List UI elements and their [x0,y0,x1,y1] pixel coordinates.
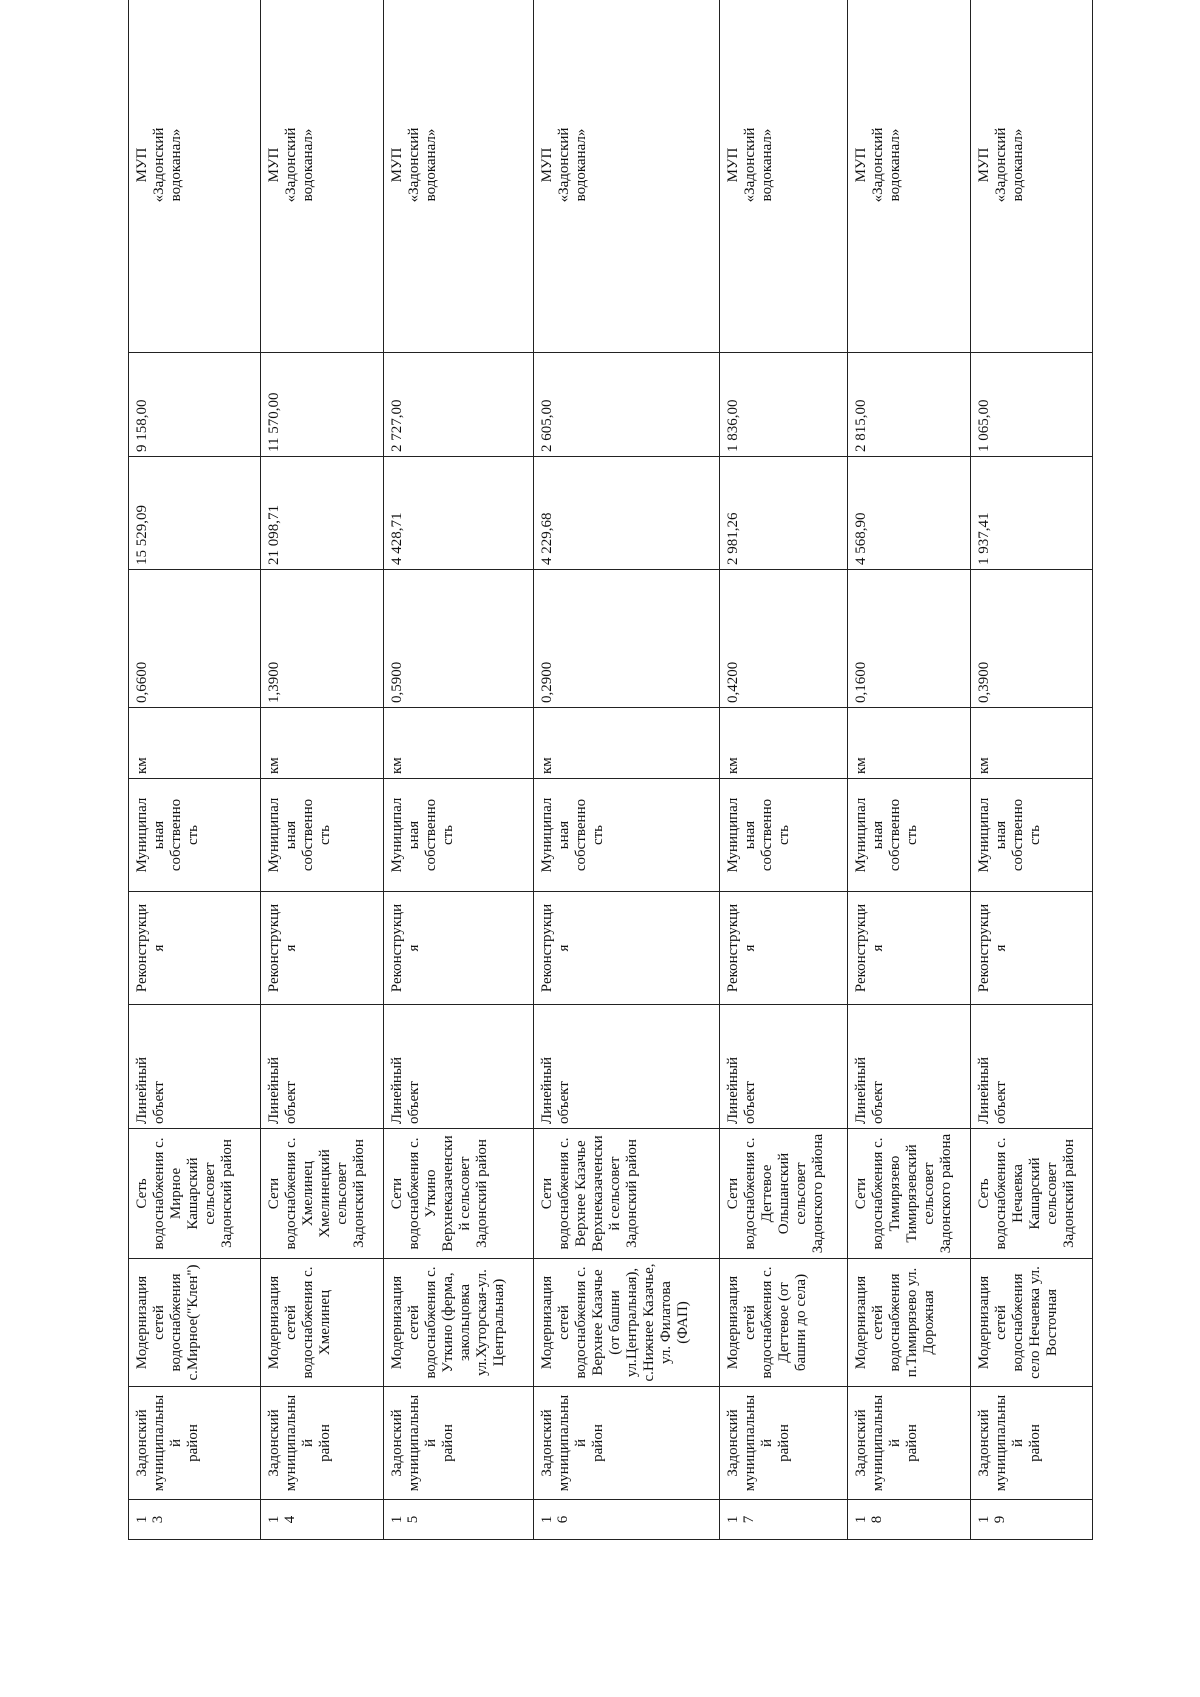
quantity-text: 0,4200 [724,661,741,703]
amount-cell [970,353,1092,457]
executor-cell [970,0,1092,353]
quantity-text: 0,1600 [853,661,870,703]
table-row [534,0,720,1540]
object-type-text: Линейный объект [134,1056,167,1124]
unit-text: км [539,757,556,774]
unit-cell [848,708,970,779]
work-type-text: Реконструкци я [724,903,758,993]
district-cell [970,1387,1092,1500]
quantity-cell [384,570,534,708]
row-number-cell [261,1500,384,1540]
executor-cell [261,0,384,353]
rotated-table-container [128,78,1093,1540]
work-type-cell [970,892,1092,1005]
cost-cell [384,457,534,570]
executor-cell [719,0,848,353]
measure-cell [534,1259,720,1387]
cost-text: 2 981,26 [724,512,741,565]
executor-text: МУП «Задонский водоканал» [134,127,184,203]
work-type-cell [719,892,848,1005]
district-cell [384,1387,534,1500]
cost-text: 1 937,41 [975,512,992,565]
executor-cell [384,0,534,353]
table-row [261,0,384,1540]
cost-text: 4 229,68 [539,512,556,565]
amount-text: 1 065,00 [975,399,992,452]
cost-text: 21 098,71 [266,505,283,565]
object-text: Сети водоснабжения с. Дегтевое Ольшанский сельсовет Задонского района [724,1133,826,1254]
cost-cell [129,457,261,570]
amount-text: 1 836,00 [724,399,741,452]
measure-text: Модернизация сетей водоснабжения п.Тимирязево ул. Дорожная [853,1267,938,1378]
cost-text: 4 568,90 [853,512,870,565]
work-type-cell [534,892,720,1005]
ownership-text: Муниципал ьная собственно сть [389,797,457,873]
table-row [129,0,261,1540]
ownership-text: Муниципал ьная собственно сть [134,797,201,873]
measure-cell [129,1259,261,1387]
table-row [719,0,848,1540]
district-text: Задонский муниципальный район [539,1394,607,1492]
cost-text: 4 428,71 [389,512,406,565]
ownership-cell [261,779,384,892]
object-type-text: Линейный объект [975,1056,1009,1124]
object-cell [848,1129,970,1259]
row-number-cell [970,1500,1092,1540]
quantity-cell [534,570,720,708]
object-cell [719,1129,848,1259]
amount-cell [534,353,720,457]
quantity-text: 1,3900 [266,661,283,703]
row-number-digit: 1 [266,1515,283,1524]
unit-cell [970,708,1092,779]
investment-program-table [128,0,1093,1540]
measure-text: Модернизация сетей водоснабжения село Нечаевка ул. Восточная [975,1266,1060,1379]
row-number-digit: 1 [724,1515,741,1524]
executor-text: МУП «Задонский водоканал» [975,127,1026,203]
district-text: Задонский муниципальный район [389,1394,457,1492]
ownership-text: Муниципал ьная собственно сть [539,797,607,873]
row-number-digit: 1 [134,1515,150,1524]
object-type-text: Линейный объект [724,1056,758,1124]
unit-cell [534,708,720,779]
table-row [970,0,1092,1540]
measure-cell [848,1259,970,1387]
unit-text: км [853,757,870,774]
row-number-digit: 9 [991,1515,1008,1524]
object-text: Сети водоснабжения с. Тимирязево Тимирязевский сельсовет Задонского района [853,1133,955,1254]
work-type-text: Реконструкци я [389,903,423,993]
executor-text: МУП «Задонский водоканал» [724,127,775,203]
measure-cell [719,1259,848,1387]
quantity-cell [719,570,848,708]
executor-text: МУП «Задонский водоканал» [853,127,904,203]
object-type-text: Линейный объект [539,1056,573,1124]
unit-cell [261,708,384,779]
executor-cell [848,0,970,353]
amount-text: 2 727,00 [389,399,406,452]
ownership-text: Муниципал ьная собственно сть [266,797,334,873]
ownership-text: Муниципал ьная собственно сть [724,797,792,873]
object-cell [261,1129,384,1259]
row-number-cell [534,1500,720,1540]
object-type-cell [970,1005,1092,1129]
amount-cell [129,353,261,457]
unit-cell [719,708,848,779]
district-text: Задонский муниципальный район [134,1394,201,1492]
object-type-cell [129,1005,261,1129]
object-cell [534,1129,720,1259]
executor-text: МУП «Задонский водоканал» [266,127,317,203]
table-row [384,0,534,1540]
quantity-cell [848,570,970,708]
amount-text: 11 570,00 [266,392,283,452]
table-row [848,0,970,1540]
district-cell [261,1387,384,1500]
row-number-cell [129,1500,261,1540]
amount-text: 9 158,00 [134,399,150,452]
object-type-cell [534,1005,720,1129]
district-cell [129,1387,261,1500]
row-number-cell [848,1500,970,1540]
district-cell [534,1387,720,1500]
cost-cell [261,457,384,570]
row-number-digit: 1 [539,1515,556,1524]
amount-cell [719,353,848,457]
quantity-text: 0,3900 [975,661,992,703]
object-text: Сети водоснабжения с. Хмелинец Хмелинецкий сельсовет Задонский район [266,1137,368,1250]
executor-text: МУП «Задонский водоканал» [389,127,440,203]
object-type-cell [719,1005,848,1129]
object-text: Сеть водоснабжения с. Мирное Кашарский сельсовет Задонский район [134,1137,235,1250]
amount-cell [384,353,534,457]
executor-text: МУП «Задонский водоканал» [539,127,590,203]
object-type-text: Линейный объект [853,1056,887,1124]
row-number-digit: 5 [405,1515,422,1524]
measure-cell [261,1259,384,1387]
unit-text: км [134,757,150,774]
quantity-cell [261,570,384,708]
unit-text: км [724,757,741,774]
measure-text: Модернизация сетей водоснабжения с. Хмелинец [266,1266,334,1379]
ownership-text: Муниципал ьная собственно сть [853,797,921,873]
object-type-text: Линейный объект [389,1056,423,1124]
district-cell [848,1387,970,1500]
measure-text: Модернизация сетей водоснабжения с. Верхнее Казачье (от башни ул.Центральная), с.Нижнее Казачье, ул. Филатова (ФАП) [539,1263,692,1382]
cost-cell [534,457,720,570]
quantity-cell [129,570,261,708]
row-number-digit: 4 [282,1515,299,1524]
object-type-cell [261,1005,384,1129]
row-number-digit: 1 [389,1515,406,1524]
table-body [129,0,1093,1540]
work-type-cell [848,892,970,1005]
object-type-text: Линейный объект [266,1056,300,1124]
row-number-digit: 3 [150,1515,166,1524]
work-type-cell [129,892,261,1005]
unit-cell [129,708,261,779]
ownership-cell [970,779,1092,892]
cost-cell [970,457,1092,570]
work-type-text: Реконструкци я [266,903,300,993]
measure-text: Модернизация сетей водоснабжения с. Дегтевое (от башни до села) [724,1266,809,1379]
amount-cell [261,353,384,457]
unit-text: км [389,757,406,774]
district-text: Задонский муниципальный район [266,1394,334,1492]
quantity-text: 0,6600 [134,661,150,703]
amount-cell [848,353,970,457]
row-number-digit: 7 [740,1515,757,1524]
measure-cell [970,1259,1092,1387]
work-type-cell [261,892,384,1005]
quantity-cell [970,570,1092,708]
quantity-text: 0,5900 [389,661,406,703]
ownership-text: Муниципал ьная собственно сть [975,797,1043,873]
unit-text: км [975,757,992,774]
amount-text: 2 605,00 [539,399,556,452]
object-text: Сети водоснабжения с. Верхнее Казачье Верхнеказаченски й сельсовет Задонский район [539,1135,641,1252]
work-type-cell [384,892,534,1005]
object-cell [129,1129,261,1259]
executor-cell [534,0,720,353]
amount-text: 2 815,00 [853,399,870,452]
object-cell [384,1129,534,1259]
object-text: Сеть водоснабжения с. Нечаевка Кашарский сельсовет Задонский район [975,1137,1077,1250]
ownership-cell [384,779,534,892]
row-number-cell [719,1500,848,1540]
district-text: Задонский муниципальный район [853,1394,921,1492]
object-type-cell [848,1005,970,1129]
ownership-cell [719,779,848,892]
work-type-text: Реконструкци я [539,903,573,993]
district-cell [719,1387,848,1500]
district-text: Задонский муниципальный район [975,1394,1043,1492]
ownership-cell [534,779,720,892]
object-type-cell [384,1005,534,1129]
row-number-digit: 8 [869,1515,886,1524]
object-cell [970,1129,1092,1259]
work-type-text: Реконструкци я [975,903,1009,993]
unit-text: км [266,757,283,774]
row-number-digit: 6 [555,1515,572,1524]
row-number-cell [384,1500,534,1540]
measure-text: Модернизация сетей водоснабжения с.Мирное("Клен") [134,1264,201,1381]
ownership-cell [848,779,970,892]
unit-cell [384,708,534,779]
quantity-text: 0,2900 [539,661,556,703]
row-number-digit: 1 [975,1515,992,1524]
object-text: Сети водоснабжения с. Уткино Верхнеказаченски й сельсовет Задонский район [389,1135,491,1252]
cost-text: 15 529,09 [134,505,150,565]
cost-cell [848,457,970,570]
cost-cell [719,457,848,570]
executor-cell [129,0,261,353]
work-type-text: Реконструкци я [853,903,887,993]
measure-cell [384,1259,534,1387]
measure-text: Модернизация сетей водоснабжения с. Уткино (ферма, закольцовка ул.Хуторская-ул. Центральная) [389,1266,508,1379]
ownership-cell [129,779,261,892]
work-type-text: Реконструкци я [134,903,167,993]
row-number-digit: 1 [853,1515,870,1524]
district-text: Задонский муниципальный район [724,1394,792,1492]
